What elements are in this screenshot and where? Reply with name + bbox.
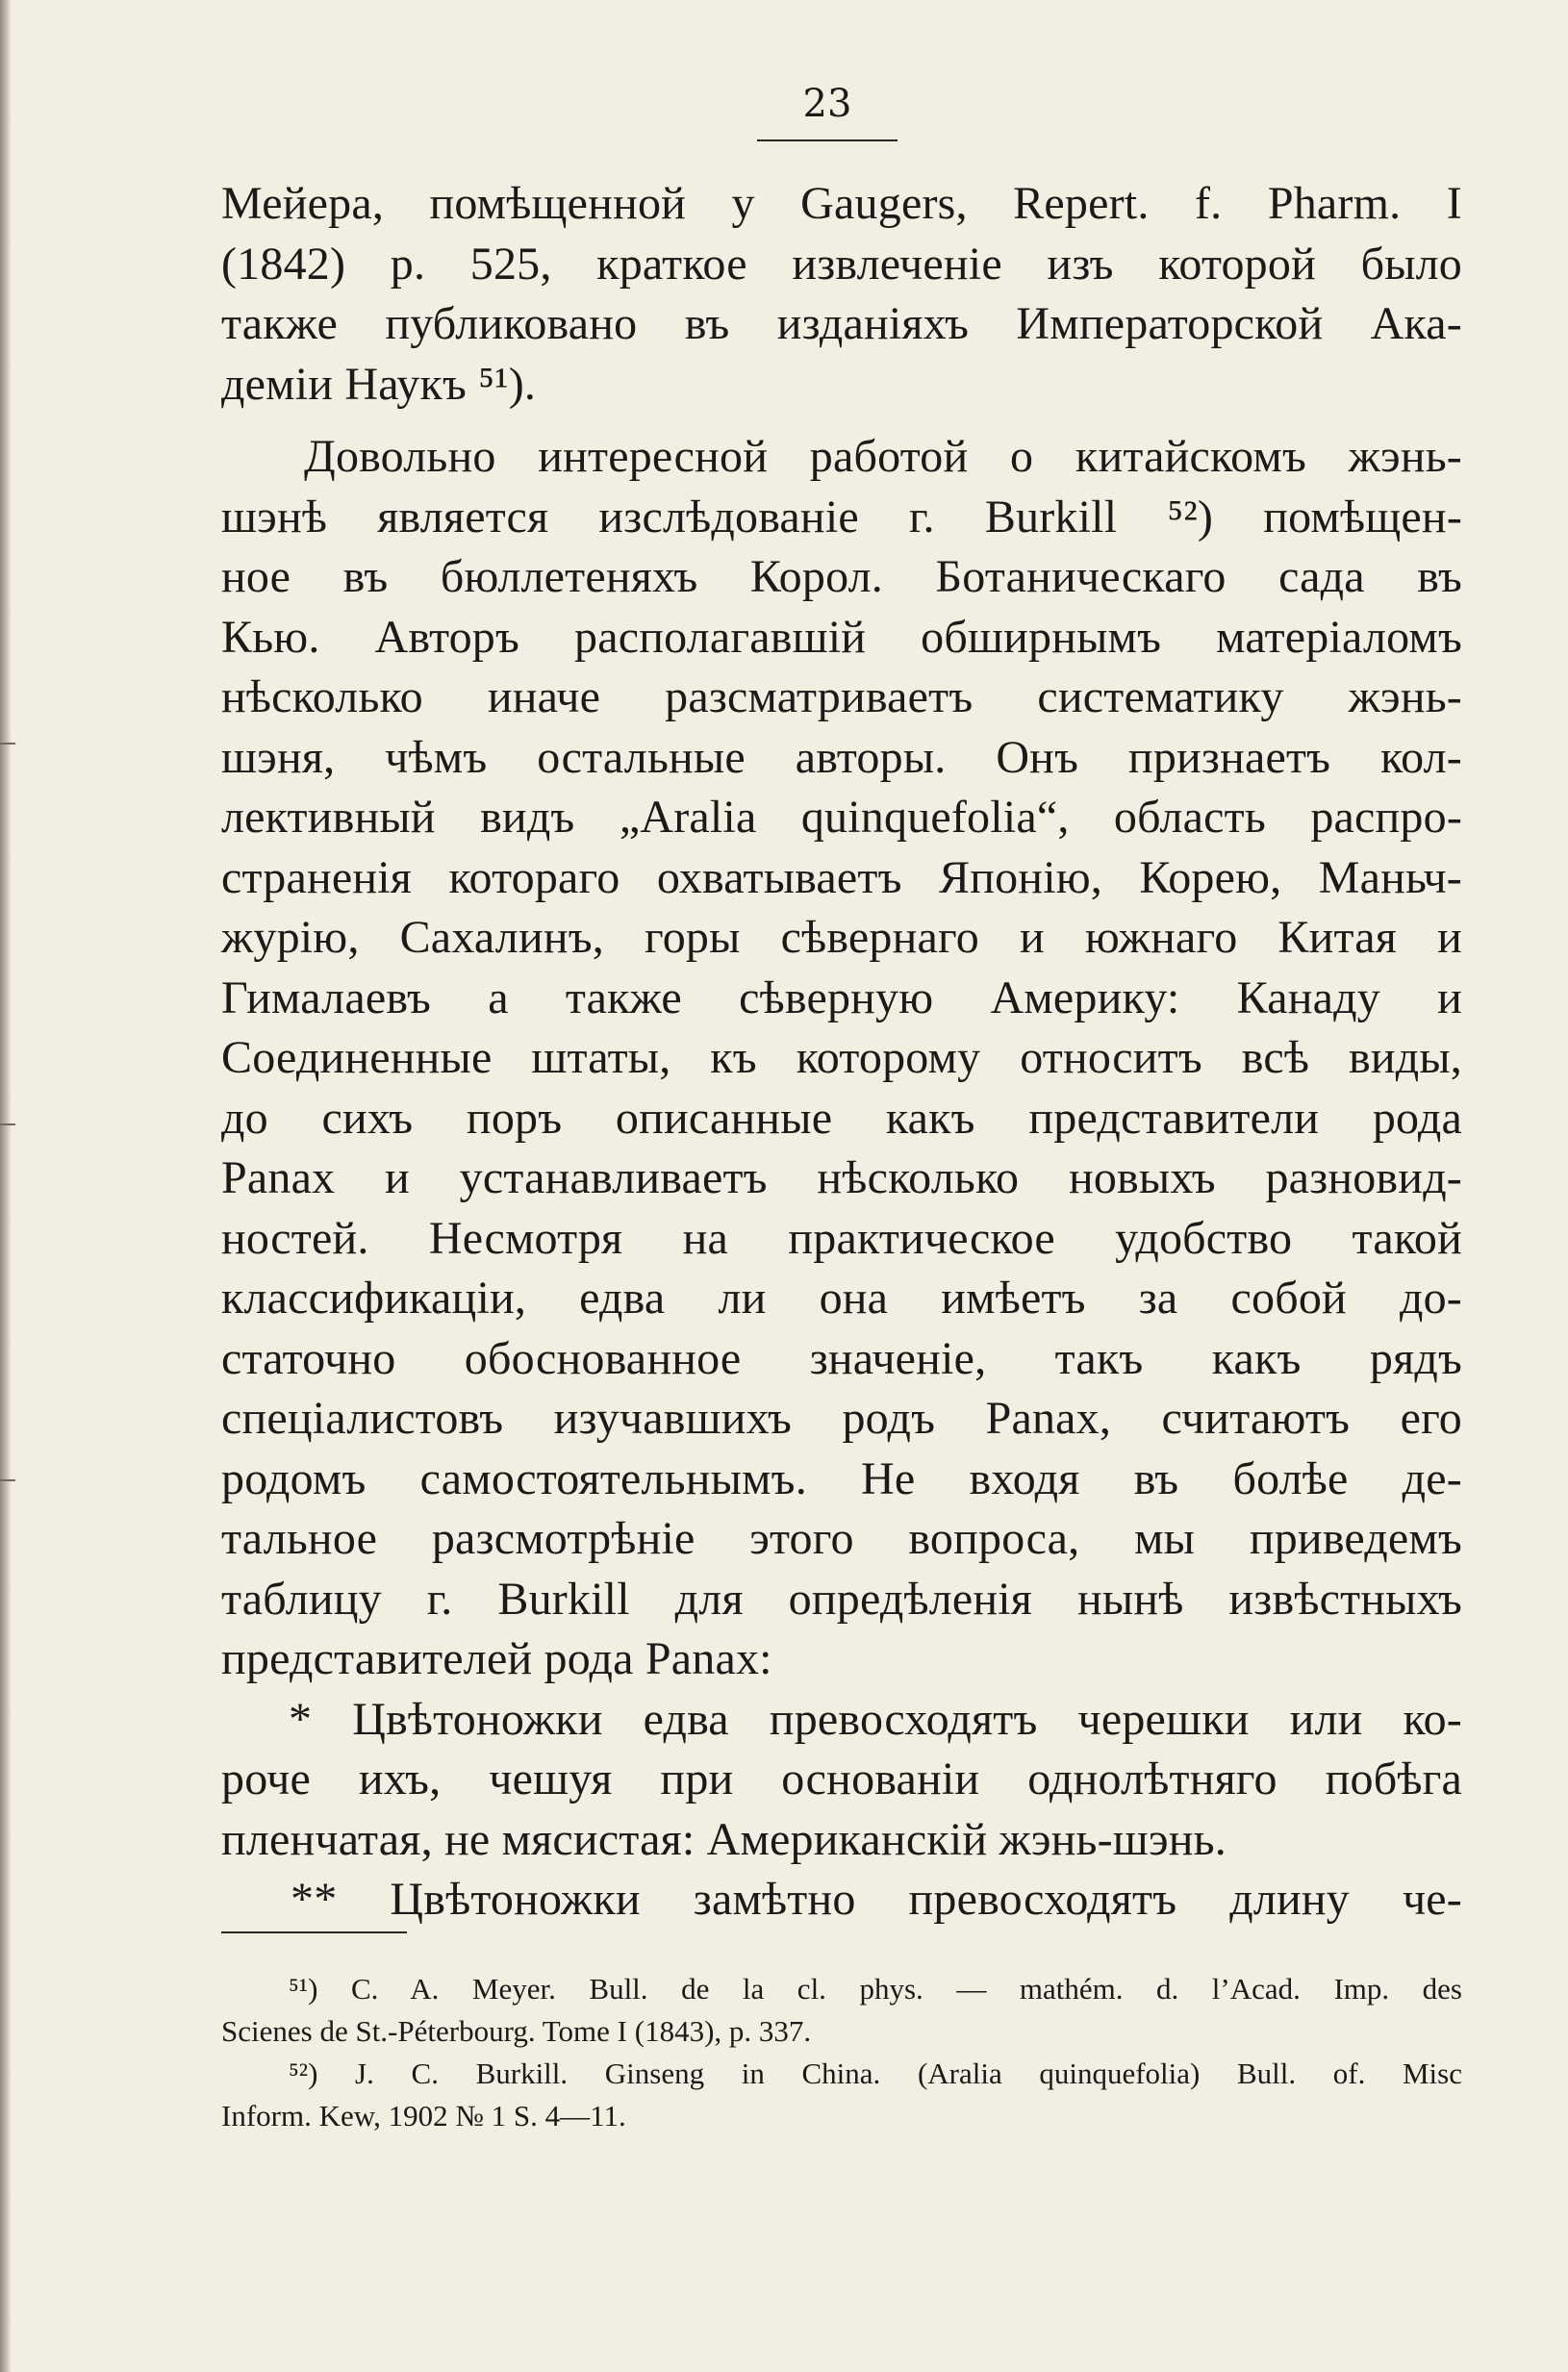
text-line: нѣсколько иначе разсматриваетъ систематику жэнь- <box>221 671 1462 722</box>
text-line: ностей. Несмотря на практическое удобство такой <box>221 1212 1462 1264</box>
key-item-line: * Цвѣтоножки едва превосходятъ черешки или ко- <box>289 1693 1462 1745</box>
text-line: родомъ самостоятельнымъ. Не входя въ болѣе де- <box>221 1452 1462 1504</box>
text-line: Кью. Авторъ располагавшій обширнымъ матеріаломъ <box>221 611 1462 663</box>
text-line: журію, Сахалинъ, горы сѣвернаго и южнаго Китая и <box>221 912 1462 963</box>
text-line: тальное разсмотрѣніе этого вопроса, мы приведемъ <box>221 1513 1462 1564</box>
text-line: (1842) p. 525, краткое извлеченіе изъ которой было <box>221 238 1462 290</box>
text-line: шэня, чѣмъ остальные авторы. Онъ признаетъ кол- <box>221 731 1462 783</box>
text-line: ное въ бюллетеняхъ Корол. Ботаническаго сада въ <box>221 551 1462 602</box>
page-number: 23 <box>802 82 852 126</box>
text-line: таблицу г. Burkill для опредѣленія нынѣ извѣстныхъ <box>221 1573 1462 1625</box>
text-line: Соединенные штаты, къ которому относитъ всѣ виды, <box>221 1032 1462 1083</box>
footnote-line: Inform. Kew, 1902 № 1 S. 4—11. <box>221 2099 626 2132</box>
text-line: шэнѣ является изслѣдованіе г. Burkill ⁵²) помѣщен- <box>221 491 1462 543</box>
key-item-line: роче ихъ, чешуя при основаніи однолѣтняго побѣга <box>221 1754 1462 1804</box>
text-line: представителей рода Panax: <box>221 1633 772 1684</box>
key-item-line: пленчатая, не мясистая: Американскій жэнь-шэнь. <box>221 1813 1227 1865</box>
edge-mark <box>0 1479 15 1481</box>
text-line: деміи Наукъ ⁵¹). <box>221 358 537 410</box>
text-line: до сихъ поръ описанные какъ представители рода <box>221 1092 1462 1144</box>
footnotes <box>221 1968 1462 2137</box>
text-line: спеціалистовъ изучавшихъ родъ Panax, считаютъ его <box>221 1393 1462 1444</box>
text-line: Гималаевъ а также сѣверную Америку: Канаду и <box>221 972 1462 1023</box>
footnote-line: Scienes de St.-Péterbourg. Tome I (1843), p. 337. <box>221 2014 812 2048</box>
footnote-line: ⁵¹) C. A. Meyer. Bull. de la cl. phys. — mathém. d. l’Acad. Imp. des <box>289 1972 1462 2006</box>
text-line: также публиковано въ изданіяхъ Императорской Ака- <box>221 298 1462 349</box>
text-line: статочно обоснованное значеніе, такъ какъ рядъ <box>221 1332 1462 1384</box>
text-line: Panax и устанавливаетъ нѣсколько новыхъ разновид- <box>221 1152 1462 1203</box>
edge-mark <box>0 743 15 744</box>
page-number-rule <box>757 139 898 141</box>
body-text <box>221 174 1462 1930</box>
text-line: лективный видъ „Aralia quinquefolia“, область распро- <box>221 792 1462 843</box>
footnote-rule <box>221 1931 407 1933</box>
text-line: классификаціи, едва ли она имѣетъ за собой до- <box>221 1273 1462 1324</box>
text-line: Довольно интересной работой о китайскомъ жэнь- <box>304 431 1462 482</box>
text-line: Мейера, помѣщенной у Gaugers, Repert. f. Pharm. I <box>221 178 1462 229</box>
edge-mark <box>0 1123 15 1125</box>
footnote-line: ⁵²) J. C. Burkill. Ginseng in China. (Aralia quinquefolia) Bull. of. Misc <box>289 2057 1462 2090</box>
key-item-line: ** Цвѣтоножки замѣтно превосходятъ длину че- <box>291 1874 1462 1925</box>
page-binding-edge <box>0 0 12 2372</box>
text-line: страненія котораго охватываетъ Японію, Корею, Маньч- <box>221 851 1462 903</box>
